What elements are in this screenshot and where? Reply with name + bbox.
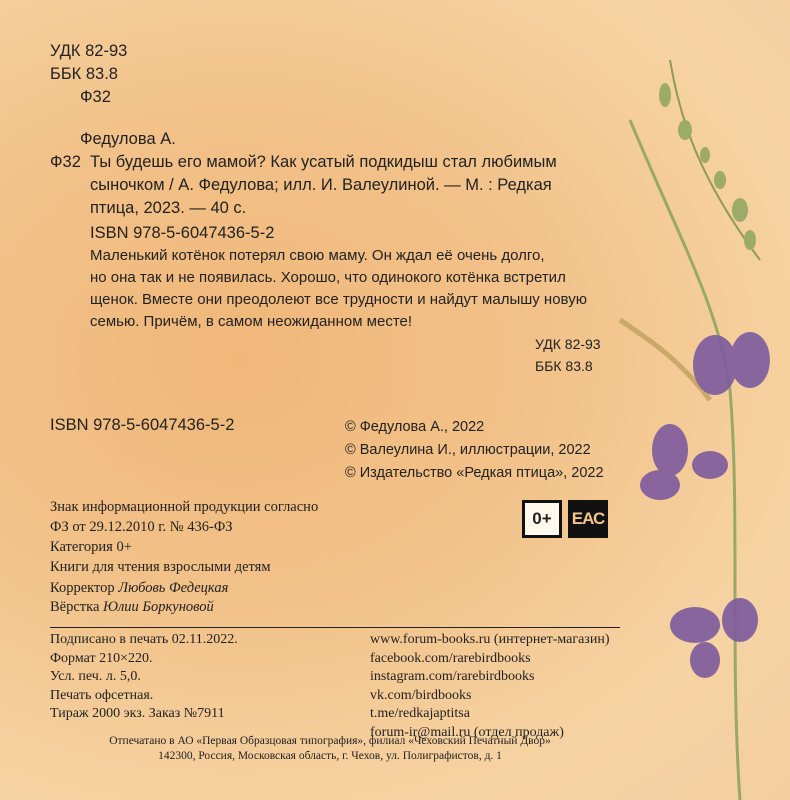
- publisher-links: [370, 631, 609, 742]
- abstract-line: щенок. Вместе они преодолеют все трудности и найдут малышу новую: [90, 291, 587, 308]
- printer-line: Отпечатано в АО «Первая Образцовая типография», филиал «Чеховский Печатный Двор»: [109, 735, 551, 747]
- corrector-name: Любовь Федецкая: [118, 580, 229, 596]
- copyright-line: © Валеулина И., иллюстрации, 2022: [345, 442, 591, 458]
- isbn-entry: ISBN 978-5-6047436-5-2: [90, 224, 275, 242]
- author-code: Ф32: [80, 88, 111, 106]
- corrector-line: [50, 579, 228, 598]
- copyright-line: © Федулова А., 2022: [345, 419, 485, 435]
- copyrights: [345, 416, 604, 485]
- print-line: Усл. печ. л. 5,0.: [50, 669, 141, 684]
- link-instagram[interactable]: instagram.com/rarebirdbooks: [370, 669, 535, 684]
- printer-line: 142300, Россия, Московская область, г. Чехов, ул. Полиграфистов, д. 1: [158, 750, 502, 762]
- abstract-line: семью. Причём, в самом неожиданном месте!: [90, 313, 413, 330]
- info-line: Категория 0+: [50, 539, 132, 555]
- divider: [50, 627, 620, 628]
- age-rating-badge: 0+: [522, 500, 562, 538]
- flower-illustration: [590, 60, 790, 800]
- book-title-entry: [90, 151, 557, 220]
- corrector-label: Корректор: [50, 580, 115, 596]
- layout-label: Вёрстка: [50, 599, 100, 615]
- info-line: Знак информационной продукции согласно: [50, 499, 319, 515]
- eac-mark: ЕАС: [568, 500, 608, 538]
- print-line: Тираж 2000 экз. Заказ №7911: [50, 706, 225, 721]
- udk-code: УДК 82-93: [50, 42, 128, 60]
- layout-name: Юлии Боркуновой: [103, 599, 214, 615]
- print-line: Подписано в печать 02.11.2022.: [50, 632, 238, 647]
- link-vk[interactable]: vk.com/birdbooks: [370, 687, 472, 703]
- entry-code: Ф32: [50, 153, 81, 171]
- udk-right: УДК 82-93: [535, 336, 601, 352]
- link-website[interactable]: www.forum-books.ru (интернет-магазин): [370, 632, 610, 647]
- abstract-line: Маленький котёнок потерял свою маму. Он ждал её очень долго,: [90, 247, 545, 264]
- title-line: сыночком / А. Федулова; илл. И. Валеулиной. — М. : Редкая: [90, 176, 552, 194]
- author-name: Федулова А.: [80, 130, 176, 148]
- print-line: Печать офсетная.: [50, 687, 154, 703]
- link-email[interactable]: forum-ir@mail.ru (отдел продаж): [370, 724, 564, 740]
- printer-info: [0, 734, 660, 764]
- credits: [50, 579, 228, 617]
- udk-bbk-right: [535, 333, 601, 377]
- abstract: [90, 245, 587, 333]
- print-details: [50, 631, 238, 724]
- bbk-code: ББК 83.8: [50, 65, 118, 83]
- title-line: Ты будешь его мамой? Как усатый подкидыш стал любимым: [90, 153, 557, 171]
- link-facebook[interactable]: facebook.com/rarebirdbooks: [370, 650, 531, 666]
- link-telegram[interactable]: t.me/redkajaptitsa: [370, 706, 470, 721]
- info-line: ФЗ от 29.12.2010 г. № 436-ФЗ: [50, 519, 233, 535]
- info-line: Книги для чтения взрослыми детям: [50, 559, 271, 575]
- print-line: Формат 210×220.: [50, 650, 153, 666]
- layout-line: [50, 598, 228, 617]
- bbk-right: ББК 83.8: [535, 358, 593, 374]
- info-sign-text: [50, 497, 318, 577]
- isbn: ISBN 978-5-6047436-5-2: [50, 416, 235, 434]
- copyright-line: © Издательство «Редкая птица», 2022: [345, 465, 604, 481]
- title-line: птица, 2023. — 40 с.: [90, 199, 247, 217]
- abstract-line: но она так и не появилась. Хорошо, что одинокого котёнка встретил: [90, 269, 566, 286]
